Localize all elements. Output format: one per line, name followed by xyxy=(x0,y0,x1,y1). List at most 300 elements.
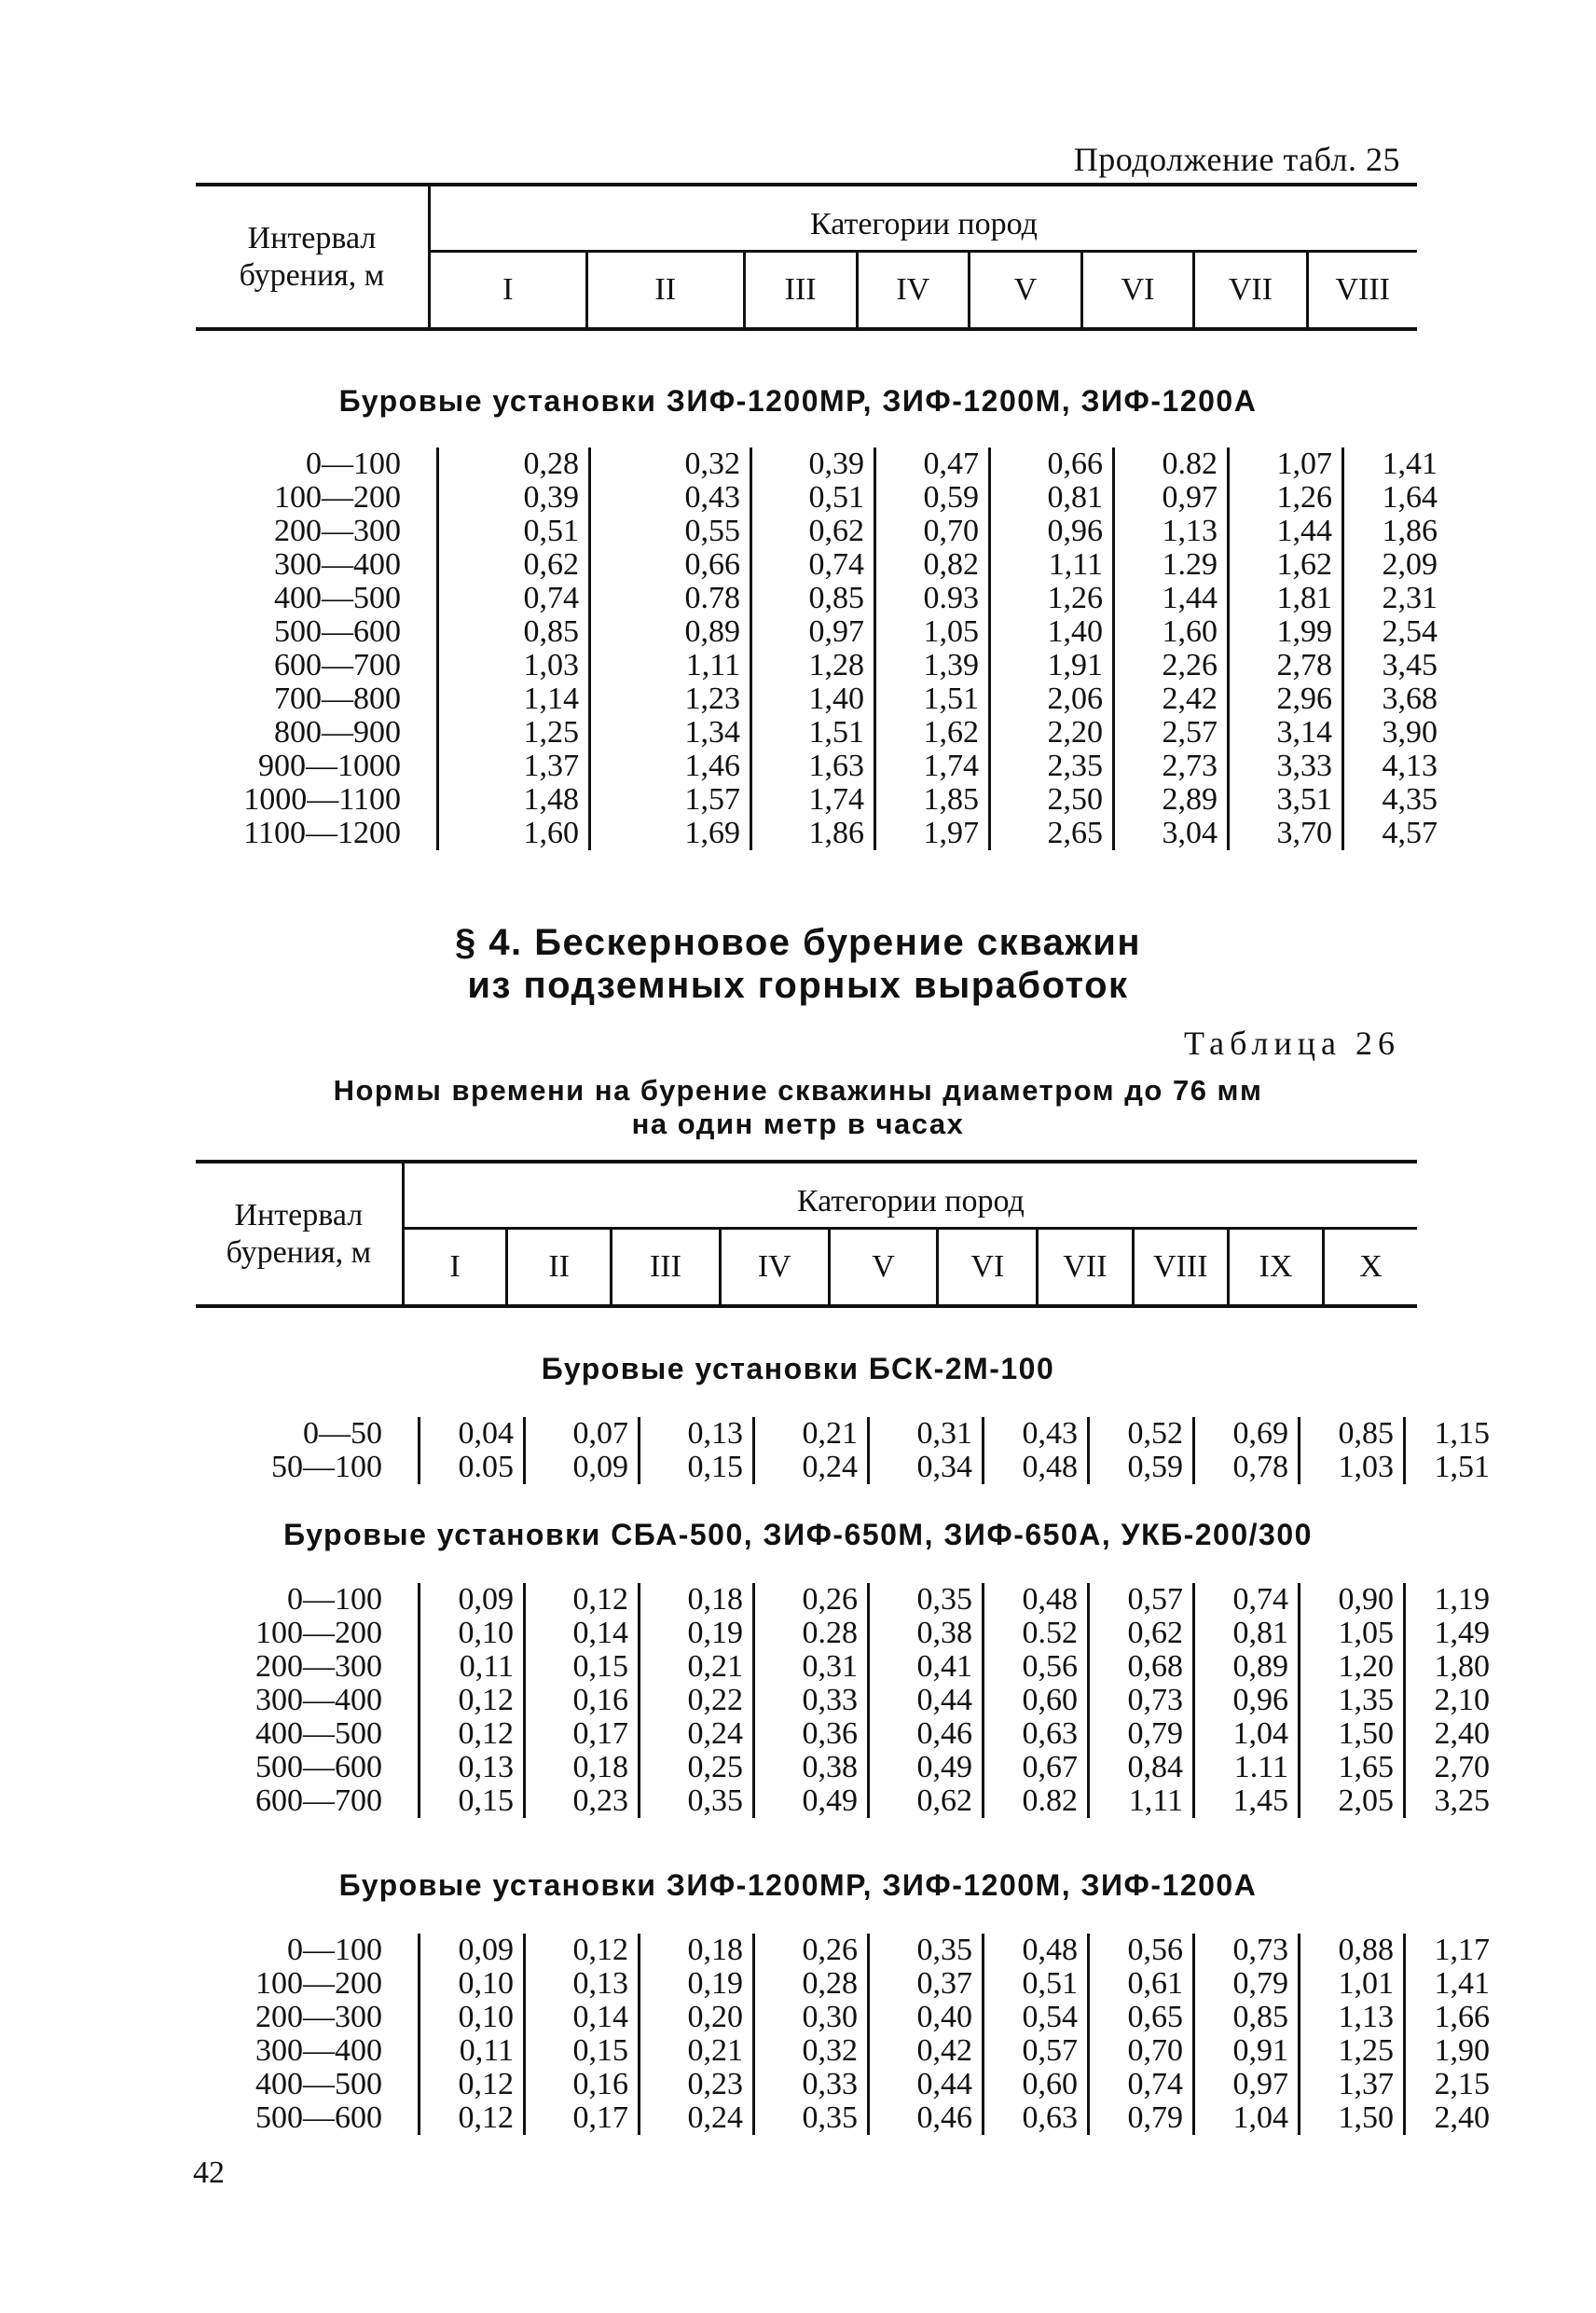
value-cell: 0,97 xyxy=(1194,2068,1300,2101)
value-cell: 0,74 xyxy=(1089,2068,1194,2101)
interval-header: Интервал бурения, м xyxy=(196,1163,403,1304)
value-cell: 0,52 xyxy=(1089,1417,1194,1451)
group2-title: Буровые установки СБА-500, ЗИФ-650М, ЗИФ-650А, УКБ-200/300 xyxy=(283,1518,1313,1551)
value-cell: 0,48 xyxy=(984,1934,1089,1967)
value-cell: 0,26 xyxy=(754,1934,869,1967)
value-cell: 3,33 xyxy=(1229,750,1343,783)
value-cell: 0,47 xyxy=(875,447,990,481)
value-cell: 0,19 xyxy=(640,1967,754,2001)
value-cell: 0,37 xyxy=(869,1967,984,2001)
group2-body xyxy=(205,1583,1499,1818)
value-cell: 0,11 xyxy=(420,1650,525,1684)
table-row xyxy=(205,1684,1499,1717)
category-2: II xyxy=(586,252,744,328)
value-cell: 0,09 xyxy=(525,1451,640,1484)
value-cell: 2,70 xyxy=(1405,1751,1500,1784)
value-cell: 1,86 xyxy=(751,817,875,850)
interval-cell: 500—600 xyxy=(255,1750,382,1784)
value-cell: 0.05 xyxy=(420,1451,525,1484)
interval-cell: 200—300 xyxy=(255,2000,382,2034)
value-cell: 1,62 xyxy=(875,716,990,750)
value-cell: 1,14 xyxy=(438,682,590,716)
category-9: IX xyxy=(1228,1229,1323,1305)
value-cell: 0,46 xyxy=(869,1717,984,1751)
value-cell: 0,63 xyxy=(984,1717,1089,1751)
value-cell: 0,44 xyxy=(869,2068,984,2101)
table-row xyxy=(205,1617,1499,1650)
value-cell: 0,51 xyxy=(984,1967,1089,2001)
value-cell: 1,26 xyxy=(990,582,1114,615)
value-cell: 1,15 xyxy=(1405,1417,1500,1451)
interval-cell: 50—100 xyxy=(271,1450,382,1484)
interval-cell: 500—600 xyxy=(274,614,401,649)
value-cell: 1,23 xyxy=(590,682,751,716)
value-cell: 0,82 xyxy=(875,548,990,582)
value-cell: 0,60 xyxy=(984,1684,1089,1717)
value-cell: 0,13 xyxy=(525,1967,640,2001)
value-cell: 1,45 xyxy=(1194,1784,1300,1818)
value-cell: 0,32 xyxy=(754,2034,869,2068)
value-cell: 0,69 xyxy=(1194,1417,1300,1451)
value-cell: 0,12 xyxy=(525,1934,640,1967)
value-cell: 2,65 xyxy=(990,817,1114,850)
value-cell: 1,44 xyxy=(1229,515,1343,548)
table-row xyxy=(205,649,1447,682)
page-number: 42 xyxy=(193,2155,225,2190)
value-cell: 1,48 xyxy=(438,783,590,817)
table-row xyxy=(205,783,1447,817)
value-cell: 1,51 xyxy=(875,682,990,716)
value-cell: 0,84 xyxy=(1089,1751,1194,1784)
value-cell: 0,74 xyxy=(1194,1583,1300,1617)
table-row xyxy=(205,2101,1499,2135)
value-cell: 1,40 xyxy=(751,682,875,716)
table-row xyxy=(205,548,1447,582)
value-cell: 0,23 xyxy=(640,2068,754,2101)
value-cell: 1,11 xyxy=(590,649,751,682)
value-cell: 0,16 xyxy=(525,2068,640,2101)
value-cell: 0,88 xyxy=(1300,1934,1405,1967)
continuation-label: Продолжение табл. 25 xyxy=(1073,141,1400,178)
value-cell: 0,74 xyxy=(438,582,590,615)
value-cell: 0,28 xyxy=(754,1967,869,2001)
value-cell: 1,62 xyxy=(1229,548,1343,582)
value-cell: 0,96 xyxy=(990,515,1114,548)
table-row xyxy=(205,817,1447,850)
value-cell: 0,38 xyxy=(869,1617,984,1650)
value-cell: 0,12 xyxy=(525,1583,640,1617)
value-cell: 0,36 xyxy=(754,1717,869,1751)
table-row xyxy=(205,1934,1499,1967)
interval-cell: 800—900 xyxy=(274,715,401,750)
interval-cell: 200—300 xyxy=(274,514,401,548)
table-row xyxy=(205,1417,1499,1451)
table-row xyxy=(205,1451,1499,1484)
interval-cell: 400—500 xyxy=(255,1716,382,1751)
value-cell: 0,14 xyxy=(525,1617,640,1650)
table-row xyxy=(205,1751,1499,1784)
value-cell: 1,35 xyxy=(1300,1684,1405,1717)
value-cell: 0,59 xyxy=(1089,1451,1194,1484)
value-cell: 0,21 xyxy=(640,1650,754,1684)
value-cell: 0,62 xyxy=(869,1784,984,1818)
value-cell: 0,40 xyxy=(869,2001,984,2034)
value-cell: 0,13 xyxy=(420,1751,525,1784)
value-cell: 1,86 xyxy=(1343,515,1448,548)
value-cell: 0,44 xyxy=(869,1684,984,1717)
value-cell: 0,62 xyxy=(438,548,590,582)
table-row xyxy=(205,1583,1499,1617)
value-cell: 1,11 xyxy=(1089,1784,1194,1818)
value-cell: 0,34 xyxy=(869,1451,984,1484)
table-row xyxy=(205,682,1447,716)
value-cell: 0,63 xyxy=(984,2101,1089,2135)
value-cell: 1,60 xyxy=(1114,615,1229,649)
categories-header: Категории пород xyxy=(403,1163,1417,1229)
value-cell: 0,24 xyxy=(640,2101,754,2135)
value-cell: 2,73 xyxy=(1114,750,1229,783)
value-cell: 0,18 xyxy=(525,1751,640,1784)
category-5: V xyxy=(829,1229,938,1305)
value-cell: 1,34 xyxy=(590,716,751,750)
value-cell: 1,03 xyxy=(438,649,590,682)
value-cell: 1,80 xyxy=(1405,1650,1500,1684)
value-cell: 0,16 xyxy=(525,1684,640,1717)
interval-cell: 700—800 xyxy=(274,682,401,716)
value-cell: 1,81 xyxy=(1229,582,1343,615)
table-row xyxy=(205,582,1447,615)
value-cell: 1,85 xyxy=(875,783,990,817)
interval-cell: 500—600 xyxy=(255,2100,382,2135)
value-cell: 0,39 xyxy=(751,447,875,481)
value-cell: 1,51 xyxy=(751,716,875,750)
value-cell: 0.52 xyxy=(984,1617,1089,1650)
value-cell: 0,85 xyxy=(438,615,590,649)
value-cell: 0,73 xyxy=(1089,1684,1194,1717)
value-cell: 0,12 xyxy=(420,1717,525,1751)
value-cell: 2,40 xyxy=(1405,1717,1500,1751)
interval-header: Интервал бурения, м xyxy=(196,186,429,327)
category-7: VII xyxy=(1038,1229,1133,1305)
interval-cell: 400—500 xyxy=(255,2067,382,2101)
value-cell: 1,41 xyxy=(1405,1967,1500,2001)
value-cell: 0,55 xyxy=(590,515,751,548)
value-cell: 4,13 xyxy=(1343,750,1448,783)
value-cell: 0,48 xyxy=(984,1583,1089,1617)
value-cell: 0.93 xyxy=(875,582,990,615)
table-row xyxy=(205,615,1447,649)
category-3: III xyxy=(744,252,857,328)
value-cell: 0,10 xyxy=(420,1967,525,2001)
value-cell: 0,91 xyxy=(1194,2034,1300,2068)
value-cell: 0,35 xyxy=(869,1934,984,1967)
value-cell: 0,68 xyxy=(1089,1650,1194,1684)
value-cell: 0,59 xyxy=(875,481,990,515)
value-cell: 0,12 xyxy=(420,1684,525,1717)
value-cell: 1,40 xyxy=(990,615,1114,649)
interval-cell: 1100—1200 xyxy=(243,816,401,850)
section-heading-line1: § 4. Бескерновое бурение скважин xyxy=(454,922,1142,963)
value-cell: 0,10 xyxy=(420,1617,525,1650)
interval-cell: 300—400 xyxy=(255,1683,382,1717)
value-cell: 1,74 xyxy=(751,783,875,817)
value-cell: 3,14 xyxy=(1229,716,1343,750)
value-cell: 0,79 xyxy=(1194,1967,1300,2001)
table-row xyxy=(205,2001,1499,2034)
interval-cell: 600—700 xyxy=(255,1783,382,1818)
value-cell: 1,05 xyxy=(875,615,990,649)
value-cell: 0,24 xyxy=(640,1717,754,1751)
table25-header xyxy=(196,183,1417,331)
value-cell: 0,60 xyxy=(984,2068,1089,2101)
value-cell: 0,19 xyxy=(640,1617,754,1650)
value-cell: 2,35 xyxy=(990,750,1114,783)
value-cell: 2,20 xyxy=(990,716,1114,750)
value-cell: 0,51 xyxy=(751,481,875,515)
interval-cell: 300—400 xyxy=(274,547,401,582)
section-heading-line2: из подземных горных выработок xyxy=(467,965,1129,1006)
group3-body xyxy=(205,1934,1499,2135)
table-row xyxy=(205,1717,1499,1751)
value-cell: 0,22 xyxy=(640,1684,754,1717)
table-row xyxy=(205,481,1447,515)
value-cell: 2,31 xyxy=(1343,582,1448,615)
interval-cell: 100—200 xyxy=(274,480,401,515)
header-bottom-rule xyxy=(196,1304,1417,1308)
value-cell: 0,48 xyxy=(984,1451,1089,1484)
table-row xyxy=(205,447,1447,481)
value-cell: 0,81 xyxy=(1194,1617,1300,1650)
value-cell: 1,50 xyxy=(1300,2101,1405,2135)
value-cell: 0,46 xyxy=(869,2101,984,2135)
table26-caption-line1: Нормы времени на бурение скважины диаметром до 76 мм xyxy=(333,1074,1263,1107)
value-cell: 0,89 xyxy=(1194,1650,1300,1684)
value-cell: 0,14 xyxy=(525,2001,640,2034)
value-cell: 0,56 xyxy=(984,1650,1089,1684)
table-row xyxy=(205,1784,1499,1818)
value-cell: 1,25 xyxy=(1300,2034,1405,2068)
value-cell: 1.29 xyxy=(1114,548,1229,582)
interval-cell: 200—300 xyxy=(255,1649,382,1684)
value-cell: 0,65 xyxy=(1089,2001,1194,2034)
value-cell: 0,57 xyxy=(1089,1583,1194,1617)
value-cell: 0,79 xyxy=(1089,2101,1194,2135)
category-2: II xyxy=(507,1229,612,1305)
header-bottom-rule xyxy=(196,327,1417,331)
table-row xyxy=(205,1967,1499,2001)
value-cell: 1,19 xyxy=(1405,1583,1500,1617)
value-cell: 0,21 xyxy=(640,2034,754,2068)
value-cell: 0,31 xyxy=(754,1650,869,1684)
value-cell: 1,04 xyxy=(1194,1717,1300,1751)
value-cell: 1,50 xyxy=(1300,1717,1405,1751)
value-cell: 1,25 xyxy=(438,716,590,750)
value-cell: 0,56 xyxy=(1089,1934,1194,1967)
value-cell: 1,97 xyxy=(875,817,990,850)
value-cell: 0,39 xyxy=(438,481,590,515)
value-cell: 0,49 xyxy=(754,1784,869,1818)
group1-body xyxy=(205,1417,1499,1484)
value-cell: 1,46 xyxy=(590,750,751,783)
interval-cell: 1000—1100 xyxy=(243,782,401,817)
category-7: VII xyxy=(1194,252,1307,328)
table-row xyxy=(205,515,1447,548)
value-cell: 0,85 xyxy=(1300,1417,1405,1451)
value-cell: 0,70 xyxy=(1089,2034,1194,2068)
value-cell: 4,57 xyxy=(1343,817,1448,850)
value-cell: 1,91 xyxy=(990,649,1114,682)
category-6: VI xyxy=(938,1229,1038,1305)
value-cell: 1,03 xyxy=(1300,1451,1405,1484)
value-cell: 0,49 xyxy=(869,1751,984,1784)
value-cell: 0,32 xyxy=(590,447,751,481)
value-cell: 1,01 xyxy=(1300,1967,1405,2001)
value-cell: 0,18 xyxy=(640,1583,754,1617)
value-cell: 0,85 xyxy=(1194,2001,1300,2034)
value-cell: 0,35 xyxy=(640,1784,754,1818)
value-cell: 4,35 xyxy=(1343,783,1448,817)
value-cell: 0,73 xyxy=(1194,1934,1300,1967)
value-cell: 2,57 xyxy=(1114,716,1229,750)
value-cell: 2,78 xyxy=(1229,649,1343,682)
value-cell: 1,13 xyxy=(1300,2001,1405,2034)
value-cell: 0,67 xyxy=(984,1751,1089,1784)
value-cell: 0,10 xyxy=(420,2001,525,2034)
interval-cell: 0—100 xyxy=(287,1582,382,1617)
category-4: IV xyxy=(857,252,970,328)
value-cell: 0,15 xyxy=(525,1650,640,1684)
value-cell: 2,06 xyxy=(990,682,1114,716)
value-cell: 0,62 xyxy=(1089,1617,1194,1650)
interval-cell: 300—400 xyxy=(255,2033,382,2068)
interval-cell: 0—100 xyxy=(306,447,401,481)
value-cell: 0,33 xyxy=(754,2068,869,2101)
table25-body xyxy=(205,447,1447,850)
value-cell: 0,85 xyxy=(751,582,875,615)
value-cell: 1.11 xyxy=(1194,1751,1300,1784)
value-cell: 0,97 xyxy=(751,615,875,649)
value-cell: 0,30 xyxy=(754,2001,869,2034)
value-cell: 0,17 xyxy=(525,1717,640,1751)
value-cell: 3,51 xyxy=(1229,783,1343,817)
value-cell: 0,13 xyxy=(640,1417,754,1451)
value-cell: 2,09 xyxy=(1343,548,1448,582)
value-cell: 2,40 xyxy=(1405,2101,1500,2135)
table-row xyxy=(205,1650,1499,1684)
value-cell: 3,90 xyxy=(1343,716,1448,750)
value-cell: 0,74 xyxy=(751,548,875,582)
value-cell: 0,21 xyxy=(754,1417,869,1451)
value-cell: 1,20 xyxy=(1300,1650,1405,1684)
value-cell: 0,66 xyxy=(990,447,1114,481)
value-cell: 1,60 xyxy=(438,817,590,850)
value-cell: 1,44 xyxy=(1114,582,1229,615)
interval-cell: 900—1000 xyxy=(258,749,401,783)
value-cell: 0,12 xyxy=(420,2101,525,2135)
value-cell: 0,43 xyxy=(984,1417,1089,1451)
value-cell: 0,24 xyxy=(754,1451,869,1484)
value-cell: 1,37 xyxy=(438,750,590,783)
categories-header: Категории пород xyxy=(429,186,1417,252)
value-cell: 1,65 xyxy=(1300,1751,1405,1784)
value-cell: 0,57 xyxy=(984,2034,1089,2068)
value-cell: 0,66 xyxy=(590,548,751,582)
interval-cell: 100—200 xyxy=(255,1966,382,2001)
table26-header xyxy=(196,1160,1417,1308)
value-cell: 0,35 xyxy=(869,1583,984,1617)
value-cell: 0.28 xyxy=(754,1617,869,1650)
value-cell: 1,57 xyxy=(590,783,751,817)
table26-label: Таблица 26 xyxy=(1184,1025,1400,1062)
value-cell: 1,07 xyxy=(1229,447,1343,481)
value-cell: 0,70 xyxy=(875,515,990,548)
value-cell: 0,20 xyxy=(640,2001,754,2034)
value-cell: 0,18 xyxy=(640,1934,754,1967)
value-cell: 1,26 xyxy=(1229,481,1343,515)
value-cell: 0,31 xyxy=(869,1417,984,1451)
interval-cell: 400—500 xyxy=(274,581,401,615)
value-cell: 0,15 xyxy=(525,2034,640,2068)
table25-section-title: Буровые установки ЗИФ-1200МР, ЗИФ-1200М, ЗИФ-1200А xyxy=(338,384,1258,418)
table-row xyxy=(205,2034,1499,2068)
value-cell: 0,38 xyxy=(754,1751,869,1784)
value-cell: 2,89 xyxy=(1114,783,1229,817)
value-cell: 1,05 xyxy=(1300,1617,1405,1650)
group1-title: Буровые установки БСК-2М-100 xyxy=(541,1352,1055,1385)
value-cell: 0,78 xyxy=(1194,1451,1300,1484)
value-cell: 1,99 xyxy=(1229,615,1343,649)
table26-caption-line2: на один метр в часах xyxy=(631,1108,965,1140)
value-cell: 3,68 xyxy=(1343,682,1448,716)
value-cell: 2,26 xyxy=(1114,649,1229,682)
value-cell: 1,13 xyxy=(1114,515,1229,548)
value-cell: 0.78 xyxy=(590,582,751,615)
value-cell: 0,09 xyxy=(420,1934,525,1967)
value-cell: 1,49 xyxy=(1405,1617,1500,1650)
table-row xyxy=(205,750,1447,783)
value-cell: 0,07 xyxy=(525,1417,640,1451)
value-cell: 0,17 xyxy=(525,2101,640,2135)
category-5: V xyxy=(970,252,1081,328)
interval-cell: 0—100 xyxy=(287,1933,382,1967)
interval-cell: 600—700 xyxy=(274,648,401,682)
value-cell: 0,26 xyxy=(754,1583,869,1617)
value-cell: 0,90 xyxy=(1300,1583,1405,1617)
value-cell: 0,42 xyxy=(869,2034,984,2068)
value-cell: 2,96 xyxy=(1229,682,1343,716)
value-cell: 0,96 xyxy=(1194,1684,1300,1717)
value-cell: 0.82 xyxy=(1114,447,1229,481)
value-cell: 0,23 xyxy=(525,1784,640,1818)
value-cell: 3,45 xyxy=(1343,649,1448,682)
value-cell: 0,54 xyxy=(984,2001,1089,2034)
value-cell: 0,51 xyxy=(438,515,590,548)
value-cell: 1,41 xyxy=(1343,447,1448,481)
value-cell: 2,54 xyxy=(1343,615,1448,649)
value-cell: 1,04 xyxy=(1194,2101,1300,2135)
value-cell: 1,39 xyxy=(875,649,990,682)
category-3: III xyxy=(612,1229,721,1305)
value-cell: 1,64 xyxy=(1343,481,1448,515)
value-cell: 2,05 xyxy=(1300,1784,1405,1818)
value-cell: 0,15 xyxy=(420,1784,525,1818)
value-cell: 0,33 xyxy=(754,1684,869,1717)
interval-cell: 100—200 xyxy=(255,1616,382,1650)
table-row xyxy=(205,716,1447,750)
category-8: VIII xyxy=(1133,1229,1228,1305)
value-cell: 0,12 xyxy=(420,2068,525,2101)
value-cell: 1,51 xyxy=(1405,1451,1500,1484)
